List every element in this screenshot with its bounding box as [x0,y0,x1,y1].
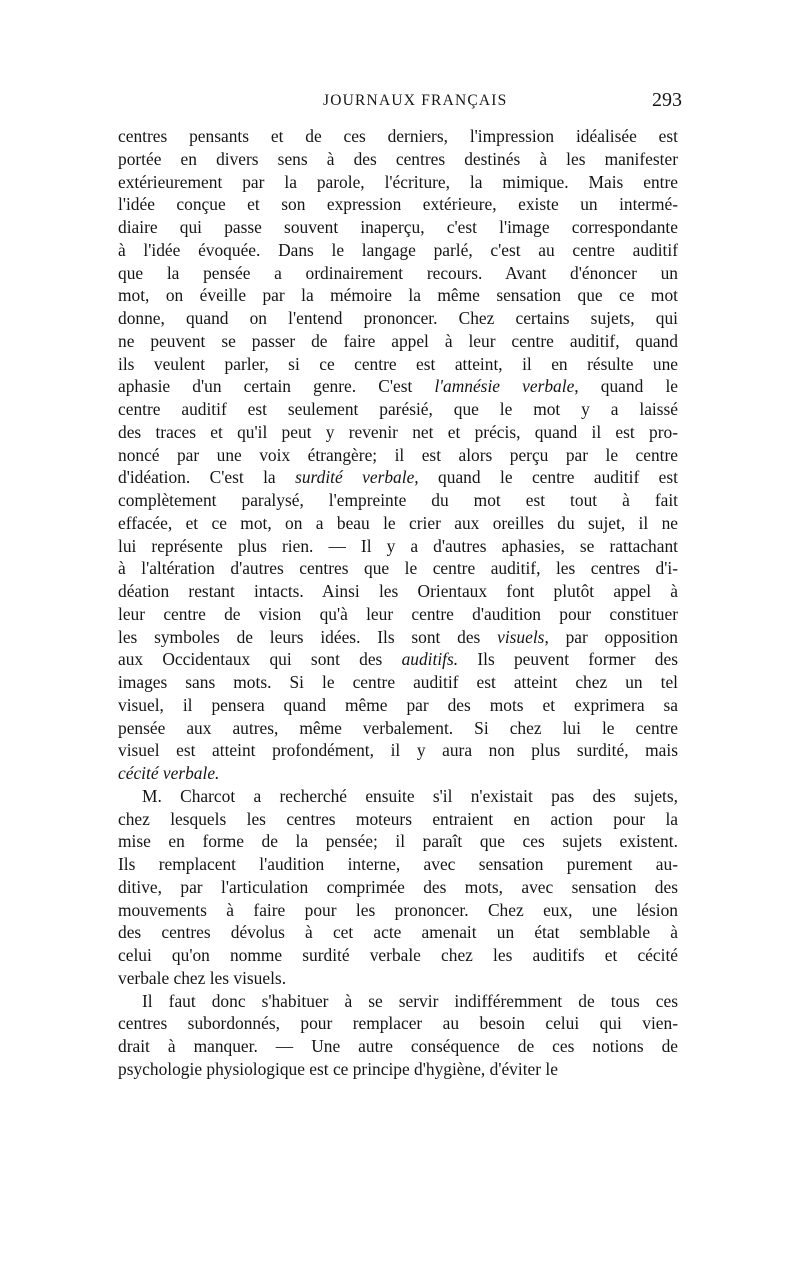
italic-term: auditifs. [401,649,459,670]
page-number: 293 [652,89,682,111]
running-title: JOURNAUX FRANÇAIS [323,92,508,109]
body-text [118,125,678,1081]
text-line: les symboles de leurs idées. Ils sont des visuels, par opposition [118,626,678,647]
text-line: donne, quand on l'entend prononcer. Chez certains sujets, qui [118,308,678,328]
text-line [118,762,678,785]
text-line: drait à manquer. — Une autre conséquence de ces notions de [118,1036,678,1056]
text-line: leur centre de vision qu'à leur centre d'audition pour constituer [118,603,678,624]
text-line: mise en forme de la pensée; il paraît que ces sujets existent. [118,831,678,852]
text-line: portée en divers sens à des centres destinés à les manifester [118,148,678,169]
text-line: que la pensée a ordinairement recours. Avant d'énoncer un [118,262,678,283]
text-line: l'idée conçue et son expression extérieure, existe un intermé- [118,194,678,215]
text-line: Ils remplacent l'audition interne, avec sensation purement au- [118,854,678,874]
text-line: déation restant intacts. Ainsi les Orientaux font plutôt appel à [118,581,678,601]
text-line: visuel est atteint profondément, il y aura non plus surdité, mais [118,740,678,761]
italic-term: cécité verbale. [118,763,220,783]
text-line: complètement paralysé, l'empreinte du mot est tout à fait [118,490,678,510]
italic-term: visuels [497,626,545,647]
text-line: ne peuvent se passer de faire appel à leur centre auditif, quand [118,330,678,351]
text-line: mot, on éveille par la mémoire la même sensation que ce mot [118,285,678,306]
italic-term: surdité verbale, [295,467,419,488]
text-line: visuel, il pensera quand même par des mots et exprimera sa [118,694,678,715]
text-line: pensée aux autres, même verbalement. Si chez lui le centre [118,717,678,738]
text-line: mouvements à faire pour les prononcer. Chez eux, une lésion [118,899,678,920]
text-line: des centres dévolus à cet acte amenait un état semblable à [118,922,678,943]
text-line: psychologie physiologique est ce principe d'hygiène, d'éviter le [118,1058,558,1079]
text-line: d'idéation. C'est la surdité verbale, quand le centre auditif est [118,467,678,488]
text-line: des traces et qu'il peut y revenir net et précis, quand il est pro- [118,421,678,442]
text-line: diaire qui passe souvent inaperçu, c'est l'image correspondante [118,217,678,237]
text-line: effacée, et ce mot, on a beau le crier aux oreilles du sujet, il ne [118,512,678,533]
text-line: ils veulent parler, si ce centre est atteint, il en résulte une [118,353,678,374]
text-line: centres pensants et de ces derniers, l'impression idéalisée est [118,126,678,146]
page-header [118,89,682,118]
text-line: lui représente plus rien. — Il y a d'autres aphasies, se rattachant [118,535,678,556]
text-line: à l'idée évoquée. Dans le langage parlé, c'est au centre auditif [118,239,678,260]
text-line: M. Charcot a recherché ensuite s'il n'existait pas des sujets, [142,785,678,806]
text-line: images sans mots. Si le centre auditif est atteint chez un tel [118,672,678,692]
text-line: celui qu'on nomme surdité verbale chez les auditifs et cécité [118,945,678,965]
text-line: extérieurement par la parole, l'écriture, la mimique. Mais entre [118,171,678,192]
text-line: à l'altération d'autres centres que le centre auditif, les centres d'i- [118,558,678,579]
text-line: verbale chez les visuels. [118,967,287,988]
text-line: centres subordonnés, pour remplacer au besoin celui qui vien- [118,1013,678,1034]
text-line: centre auditif est seulement parésié, que le mot y a laissé [118,399,678,419]
text-line: Il faut donc s'habituer à se servir indifféremment de tous ces [142,990,678,1011]
text-line: ditive, par l'articulation comprimée des mots, avec sensation des [118,876,678,897]
text-line: aux Occidentaux qui sont des auditifs. Ils peuvent former des [118,649,678,670]
italic-term: l'amnésie verbale [434,376,575,397]
text-line: chez lesquels les centres moteurs entraient en action pour la [118,808,678,829]
text-line: aphasie d'un certain genre. C'est l'amnésie verbale, quand le [118,376,678,397]
text-line: noncé par une voix étrangère; il est alors perçu par le centre [118,444,678,465]
